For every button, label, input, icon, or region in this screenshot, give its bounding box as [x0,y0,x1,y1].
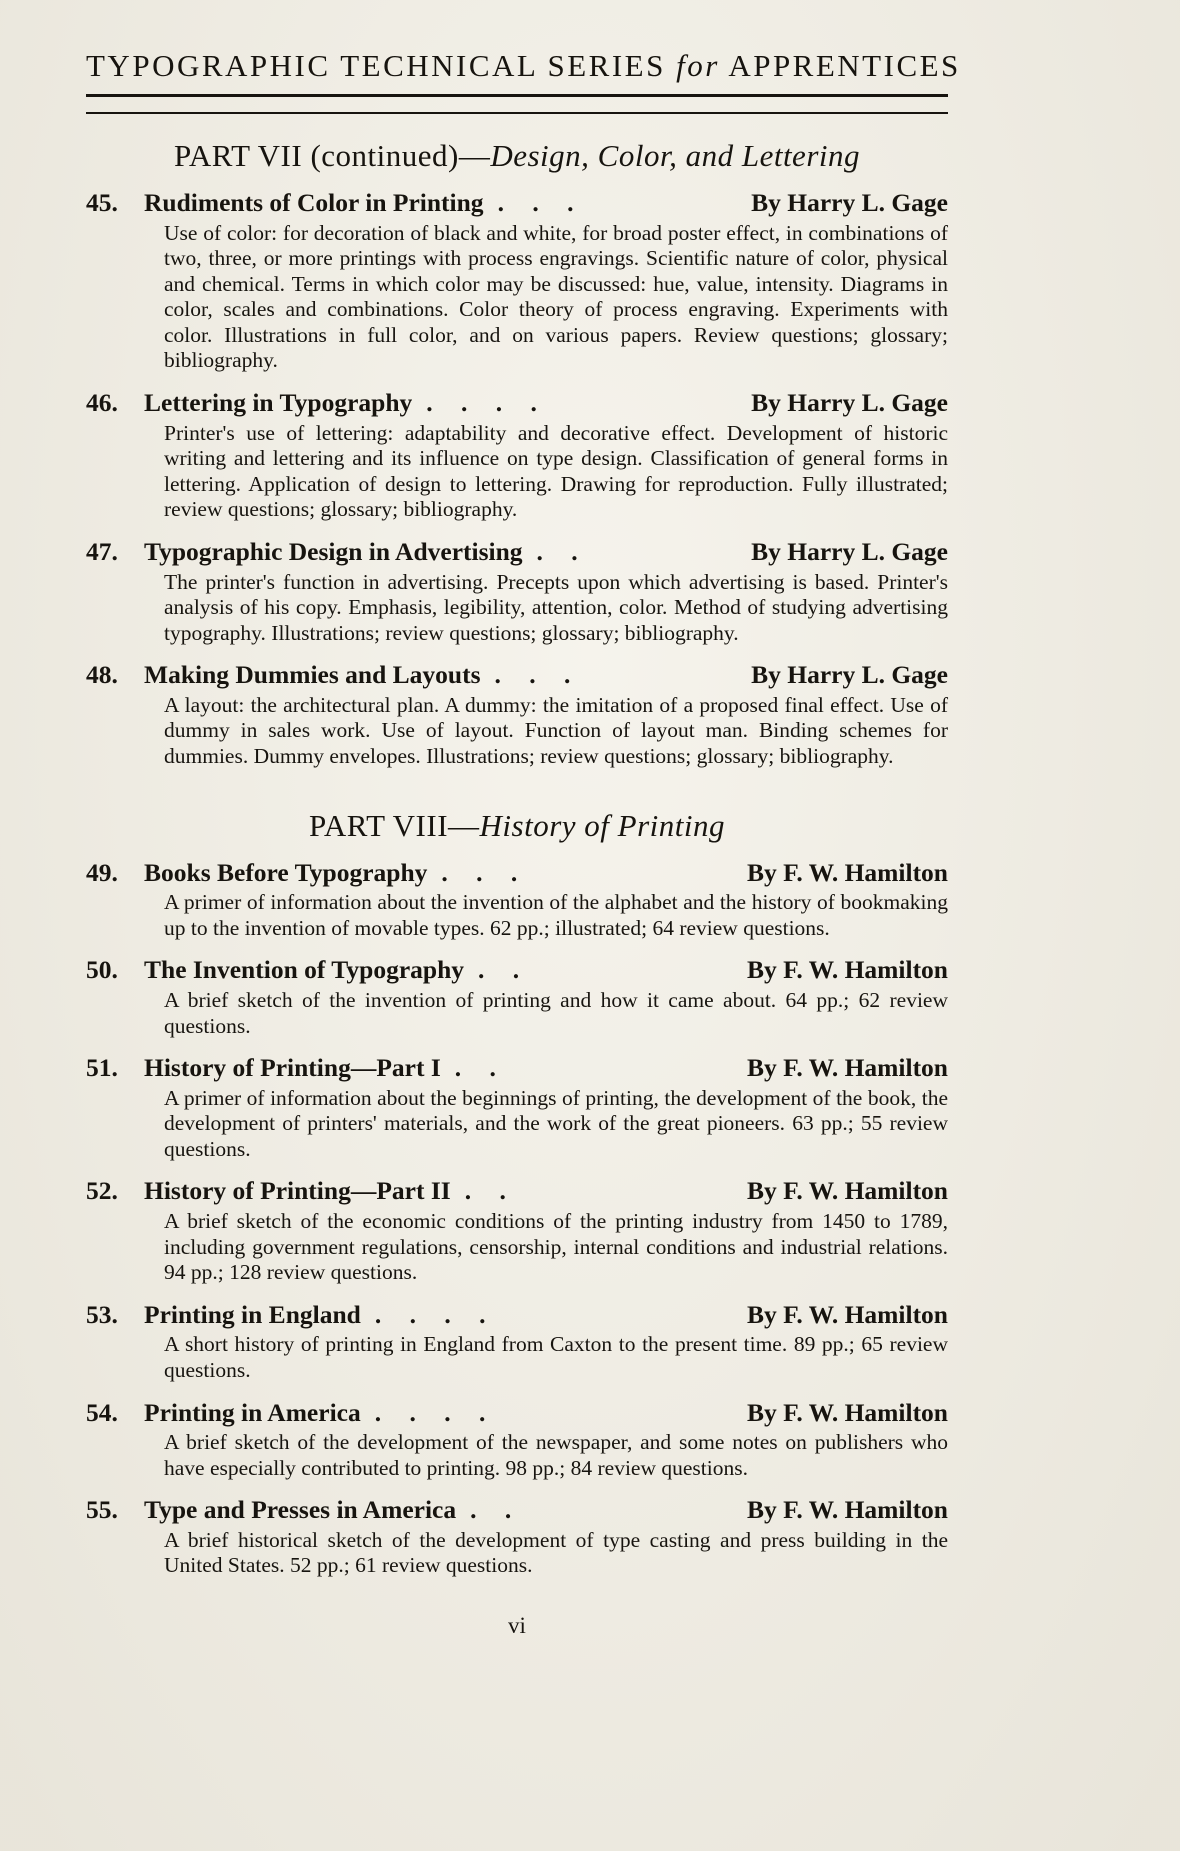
entry-description: The printer's function in advertising. Precepts upon which advertising is based. Printer's analysis of his copy. Emphasis, legibility, attention, color. Method of studying advertising typography. Illustrations; review questions; glossary; bibliography. [164,569,948,645]
toc-entry-51 [86,1053,948,1162]
section-heading-italic: Design, Color, and Lettering [490,138,860,173]
section-heading-part-viii [86,808,948,844]
dot-leader: . . [470,1495,512,1525]
toc-entry-54 [86,1398,948,1482]
entry-title: History of Printing—Part I [144,1053,441,1083]
entry-description: A layout: the architectural plan. A dummy: the imitation of a proposed final effect. Use of dummy in sales work. Use of layout. Function of layout man. Binding schemes for dummies. Dummy envelopes. Illustrations; review questions; glossary; bibliography. [164,692,948,769]
entry-description: Printer's use of lettering: adaptability and decorative effect. Development of historic writing and lettering and its influence on type design. Classification of general forms in lettering. Application of design to lettering. Drawing for reproduction. Fully illustrated; review questions; glossary; bibliography. [164,420,948,522]
entry-number: 54. [86,1397,118,1427]
entry-author: By Harry L. Gage [751,660,948,690]
section-heading-italic: History of Printing [479,807,725,843]
entry-title: History of Printing—Part II [144,1176,451,1206]
entry-author: By F. W. Hamilton [747,857,948,887]
entry-head [86,188,948,219]
dot-leader: . . . [494,660,571,690]
entry-title: Making Dummies and Layouts [144,660,481,690]
toc-entry-50 [86,955,948,1039]
entry-author: By Harry L. Gage [751,388,948,418]
book-page [86,0,961,1669]
entry-author: By F. W. Hamilton [747,1397,948,1427]
entry-number: 50. [86,955,118,985]
entry-head [86,388,948,419]
entry-head [86,1053,948,1084]
entry-head [86,1300,948,1331]
toc-entry-55 [86,1495,948,1579]
entry-description: A brief sketch of the economic conditions of the printing industry from 1450 to 1789, including government regulations, censorship, internal conditions and industrial relations. 94 pp.; 128 review questions. [164,1209,948,1285]
running-head-text-for: for [676,48,720,83]
entry-number: 48. [86,660,118,690]
dot-leader: . . [536,536,578,566]
entry-head [86,1495,948,1526]
entry-author: By F. W. Hamilton [747,1176,948,1206]
entry-number: 46. [86,388,118,418]
page-number: vi [508,1613,526,1639]
entry-description: A brief historical sketch of the development of type casting and press building in the United States. 52 pp.; 61 review questions. [164,1527,948,1578]
entry-author: By F. W. Hamilton [747,1495,948,1525]
section-heading-roman: PART VIII— [309,807,480,843]
entry-author: By Harry L. Gage [751,536,948,566]
toc-entry-46 [86,388,948,523]
dot-leader: . . [464,1176,506,1206]
entry-head [86,858,948,889]
entry-title: The Invention of Typography [144,955,465,985]
toc-entry-53 [86,1300,948,1384]
entry-title: Printing in England [144,1299,361,1329]
entry-description: A primer of information about the beginnings of printing, the development of the book, the development of printers' materials, and the work of the great pioneers. 63 pp.; 55 review questions. [164,1085,948,1161]
entry-title: Type and Presses in America [144,1495,457,1525]
entry-head [86,955,948,986]
dot-leader: . . . . [426,388,537,418]
entry-number: 51. [86,1053,118,1083]
running-head-text-1: TYPOGRAPHIC TECHNICAL SERIES [86,48,666,83]
entry-head [86,1176,948,1207]
entry-number: 52. [86,1176,118,1206]
header-rule-bottom [86,112,948,114]
entry-head [86,1398,948,1429]
entry-number: 53. [86,1299,118,1329]
entry-description: A primer of information about the invention of the alphabet and the history of bookmaking up to the invention of movable types. 62 pp.; illustrated; 64 review questions. [164,890,948,940]
entry-author: By F. W. Hamilton [747,1299,948,1329]
toc-entry-45 [86,188,948,374]
entry-number: 55. [86,1495,118,1525]
entry-title: Rudiments of Color in Printing [144,188,484,217]
entry-head [86,660,948,691]
entry-description: Use of color: for decoration of black and white, for broad poster effect, in combinations of two, three, or more printings with process engravings. Scientific nature of color, physical and chemical. Terms in which color may be discussed: hue, value, intensity. Diagrams in color, scales and combinations. Color theory of process engraving. Experiments with color. Illustrations in full color, and on various papers. Review questions; glossary; bibliography. [164,220,948,373]
entry-head [86,537,948,568]
entry-title: Books Before Typography [144,857,428,887]
entry-author: By Harry L. Gage [751,188,948,217]
entry-number: 49. [86,857,118,887]
entry-title: Typographic Design in Advertising [144,536,523,566]
entry-number: 47. [86,536,118,566]
section-heading-part-vii [86,138,948,174]
entry-description: A short history of printing in England from Caxton to the present time. 89 pp.; 65 review questions. [164,1332,948,1382]
dot-leader: . . . [497,188,574,217]
toc-entry-52 [86,1176,948,1285]
running-head [86,48,961,84]
toc-entry-47 [86,537,948,646]
running-head-text-2: APPRENTICES [728,48,961,83]
dot-leader: . . . [441,857,518,887]
dot-leader: . . [454,1053,496,1083]
header-rule-top [86,94,948,97]
dot-leader: . . . . [374,1397,486,1427]
entry-title: Printing in America [144,1397,361,1427]
entry-title: Lettering in Typography [144,388,413,418]
entry-number: 45. [86,188,118,217]
dot-leader: . . . . [374,1299,486,1329]
entry-description: A brief sketch of the invention of printing and how it came about. 64 pp.; 62 review questions. [164,987,948,1038]
dot-leader: . . [478,955,520,985]
toc-entry-49 [86,858,948,942]
section-heading-roman: PART VII (continued)— [174,138,491,173]
toc-entry-48 [86,660,948,769]
entry-description: A brief sketch of the development of the newspaper, and some notes on publishers who have especially contributed to printing. 98 pp.; 84 review questions. [164,1430,948,1480]
entry-author: By F. W. Hamilton [747,1053,948,1083]
entry-author: By F. W. Hamilton [747,955,948,985]
